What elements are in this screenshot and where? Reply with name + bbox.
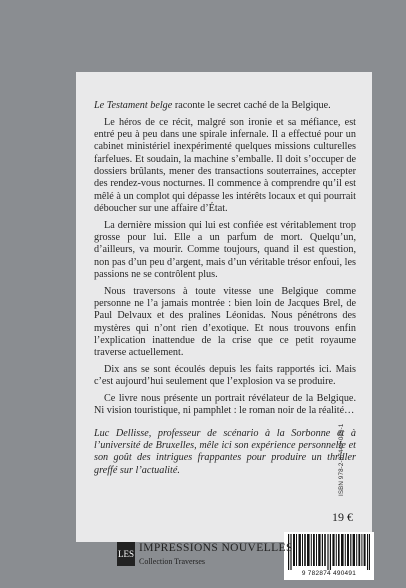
blurb-text [94, 100, 356, 481]
price-label: 19 € [332, 510, 353, 524]
blurb-paragraph-4: Nous traversons à toute vitesse une Belgique comme personne ne l’a jamais montrée : bien loin de Jacques Brel, de Paul Delvaux et des pralines Léonidas. Nous pénétrons des mystères qui n’ont rien d’exotique. Et nous trouvons enfin l’explication inattendue de la crise que ce petit royaume traverse actuellement. [94, 285, 356, 359]
barcode-number: 9 782874 490491 [301, 570, 357, 577]
author-bio: Luc Dellisse, professeur de scénario à la Sorbonne et à l’université de Bruxelles, mêle ici son expérience personnelle et son goût des intrigues frappantes pour produire un thriller greffé sur l’actualité. [94, 427, 356, 476]
publisher-name: IMPRESSIONS NOUVELLES [139, 542, 293, 554]
blurb-paragraph-3: La dernière mission qui lui est confiée est véritablement trop grosse pour lui. Elle a un parfum de mort. Quelqu’un, d’ailleurs, va mourir. Comme toujours, quand il est question, non pas d’un peu d’argent, mais d’un véritable trésor enfoui, les passions ne se contrôlent plus. [94, 219, 356, 280]
isbn-label: ISBN 978-2-87449-049-1 [338, 423, 345, 496]
collection-name: Collection Traverses [139, 557, 205, 566]
book-title: Le Testament belge [94, 100, 173, 111]
barcode [284, 532, 374, 580]
blurb-paragraph-1: Le Testament belge raconte le secret caché de la Belgique. [94, 100, 331, 111]
blurb-paragraph-5: Dix ans se sont écoulés depuis les faits rapportés ici. Mais c’est aujourd’hui seulement que l’explosion va se produire. [94, 363, 356, 388]
blurb-paragraph-6: Ce livre nous présente un portrait révélateur de la Belgique. Ni vision touristique, ni pamphlet : le roman noir de la réalité… [94, 393, 356, 417]
publisher-mark: LES [117, 542, 135, 566]
barcode-icon [288, 534, 370, 570]
publisher-logo [117, 540, 293, 570]
blurb-paragraph-2: Le héros de ce récit, malgré son ironie et sa méfiance, est entré peu à peu dans une spirale infernale. Il a effectué pour un cabinet ministériel inexpérimenté quelques missions culturelles farfelues. Et soudain, la machine s’emballe. Il doit s’occuper de dossiers brûlants, mener des transactions souterraines, accepter des rendez-vous nocturnes. Il commence à comprendre qu’il est mêlé à un complot qui dépasse les intérêts locaux et qui pourrait déboucher sur une affaire d’État. [94, 116, 356, 214]
